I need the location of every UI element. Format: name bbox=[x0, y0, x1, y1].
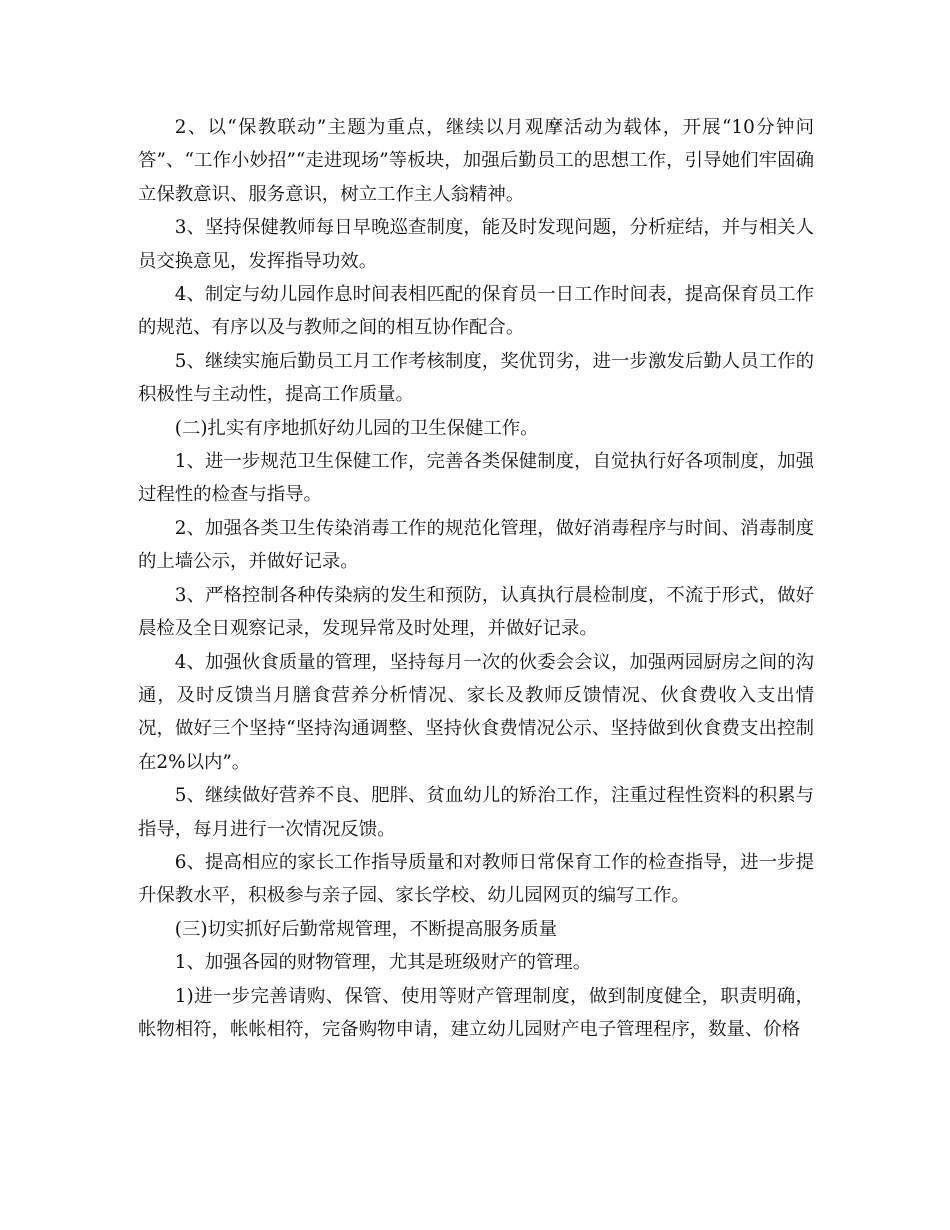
paragraph-12: 1)进一步完善请购、保管、使用等财产管理制度，做到制度健全，职责明确，帐物相符，帐帐相符，完备购物申请，建立幼儿园财产电子管理程序，数量、价格 bbox=[138, 985, 814, 1040]
paragraph-9: 5、继续做好营养不良、肥胖、贫血幼儿的矫治工作，注重过程性资料的积累与指导，每月进行一次情况反馈。 bbox=[138, 785, 814, 840]
paragraph-11: 1、加强各园的财物管理，尤其是班级财产的管理。 bbox=[174, 952, 592, 974]
paragraph-6: 2、加强各类卫生传染消毒工作的规范化管理，做好消毒程序与时间、消毒制度的上墙公示，并做好记录。 bbox=[138, 517, 814, 573]
paragraph-2: 3、坚持保健教师每日早晚巡查制度，能及时发现问题，分析症结，并与相关人员交换意见，发挥指导功效。 bbox=[138, 217, 814, 272]
document-body bbox=[138, 111, 814, 1046]
paragraph-5: 1、进一步规范卫生保健工作，完善各类保健制度，自觉执行好各项制度，加强过程性的检查与指导。 bbox=[138, 451, 814, 506]
paragraph-7: 3、严格控制各种传染病的发生和预防，认真执行晨检制度，不流于形式，做好晨检及全日观察记录，发现异常及时处理，并做好记录。 bbox=[138, 584, 814, 640]
paragraph-10: 6、提高相应的家长工作指导质量和对教师日常保育工作的检查指导，进一步提升保教水平，积极参与亲子园、家长学校、幼儿园网页的编写工作。 bbox=[138, 851, 814, 907]
paragraph-1: 2、以“保教联动”主题为重点，继续以月观摩活动为载体，开展“10分钟问答”、“工作小妙招”“走进现场”等板块，加强后勤员工的思想工作，引导她们牢固确立保教意识、服务意识，树立工作主人翁精神。 bbox=[138, 117, 814, 205]
paragraph-4: 5、继续实施后勤员工月工作考核制度，奖优罚劣，进一步激发后勤人员工作的积极性与主动性，提高工作质量。 bbox=[138, 350, 814, 406]
section-heading-2: (二)扎实有序地抓好幼儿园的卫生保健工作。 bbox=[174, 417, 539, 439]
paragraph-3: 4、制定与幼儿园作息时间表相匹配的保育员一日工作时间表，提高保育员工作的规范、有序以及与教师之间的相互协作配合。 bbox=[138, 284, 814, 339]
section-heading-3: (三)切实抓好后勤常规管理，不断提高服务质量 bbox=[174, 918, 557, 940]
paragraph-8: 4、加强伙食质量的管理，坚持每月一次的伙委会会议，加强两园厨房之间的沟通，及时反馈当月膳食营养分析情况、家长及教师反馈情况、伙食费收入支出情况，做好三个坚持“坚持沟通调整、坚持伙食费情况公示、坚持做到伙食费支出控制在2%以内”。 bbox=[138, 651, 814, 773]
